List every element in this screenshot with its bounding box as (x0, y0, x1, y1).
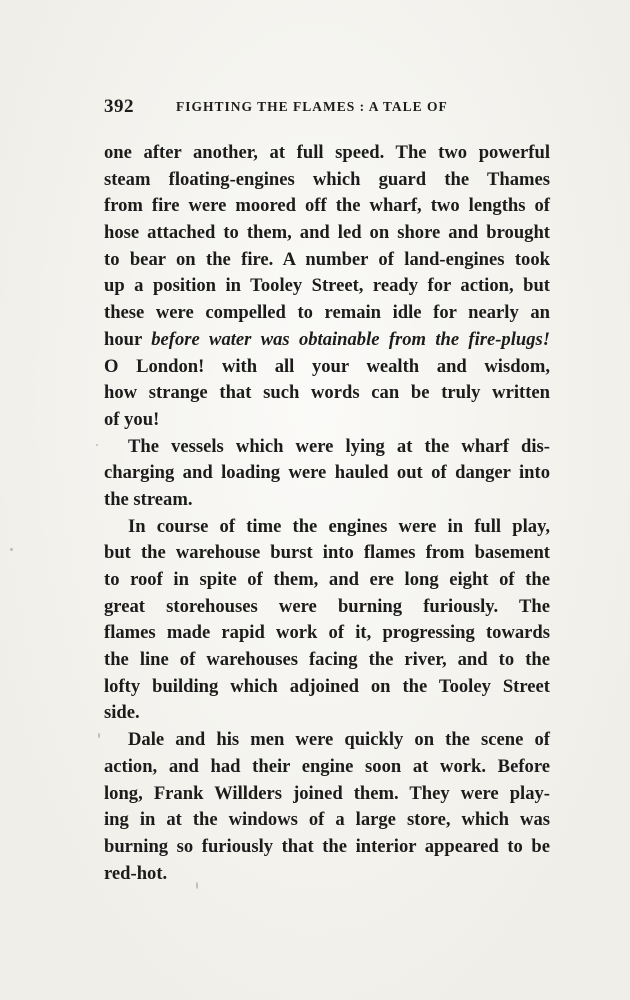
text-line-16: but the warehouse burst into flames from basement (104, 542, 550, 564)
text-line-23: Dale and his men were quickly on the scene of (128, 729, 550, 751)
text-line-3: from fire were moored off the wharf, two lengths of (104, 195, 550, 217)
page-header (104, 96, 554, 118)
text-line-18: great storehouses were burning furiously. The (104, 595, 550, 617)
text-line-1: one after another, at full speed. The two powerful (104, 142, 550, 163)
paper-speck (98, 733, 100, 738)
text-line-2: steam floating-engines which guard the Thames (104, 168, 550, 190)
text-line-8-start: hour (104, 328, 152, 350)
text-line-20: the line of warehouses facing the river, and to the (104, 649, 550, 671)
text-line-6: up a position in Tooley Street, ready for action, but (104, 275, 550, 297)
text-line-7: these were compelled to remain idle for nearly an (104, 302, 550, 324)
text-line-22: side. (104, 702, 140, 724)
running-head: FIGHTING THE FLAMES : A TALE OF (176, 99, 448, 114)
paper-speck (10, 548, 13, 551)
text-line-27: burning so furiously that the interior appeared to be (104, 835, 550, 857)
page-number: 392 (104, 96, 134, 117)
text-line-28: red-hot. (104, 862, 168, 884)
text-line-12: The vessels which were lying at the wharf dis- (128, 435, 550, 457)
text-line-8 (104, 327, 550, 354)
italic-phrase: before water was obtainable from the fire-plugs! (151, 328, 550, 350)
text-line-13: charging and loading were hauled out of danger into (104, 462, 550, 484)
text-line-21: lofty building which adjoined on the Tooley Street (104, 675, 550, 697)
text-line-26: ing in at the windows of a large store, which was (104, 809, 550, 831)
text-line-10: how strange that such words can be truly written (104, 382, 550, 404)
text-line-17: to roof in spite of them, and ere long eight of the (104, 569, 550, 590)
text-line-25: long, Frank Willders joined them. They were play- (104, 782, 550, 804)
text-line-9: O London! with all your wealth and wisdom, (104, 355, 550, 377)
paper-speck (96, 444, 98, 446)
text-line-24: action, and had their engine soon at work. Before (104, 755, 550, 777)
text-line-19: flames made rapid work of it, progressing towards (104, 622, 550, 644)
text-line-5: to bear on the fire. A number of land-engines took (104, 248, 550, 270)
text-line-4: hose attached to them, and led on shore and brought (104, 222, 550, 244)
body-text (104, 140, 550, 887)
paper-speck (196, 882, 198, 889)
text-line-11: of you! (104, 408, 160, 430)
text-line-14: the stream. (104, 488, 193, 510)
text-line-15: In course of time the engines were in full play, (128, 515, 550, 537)
